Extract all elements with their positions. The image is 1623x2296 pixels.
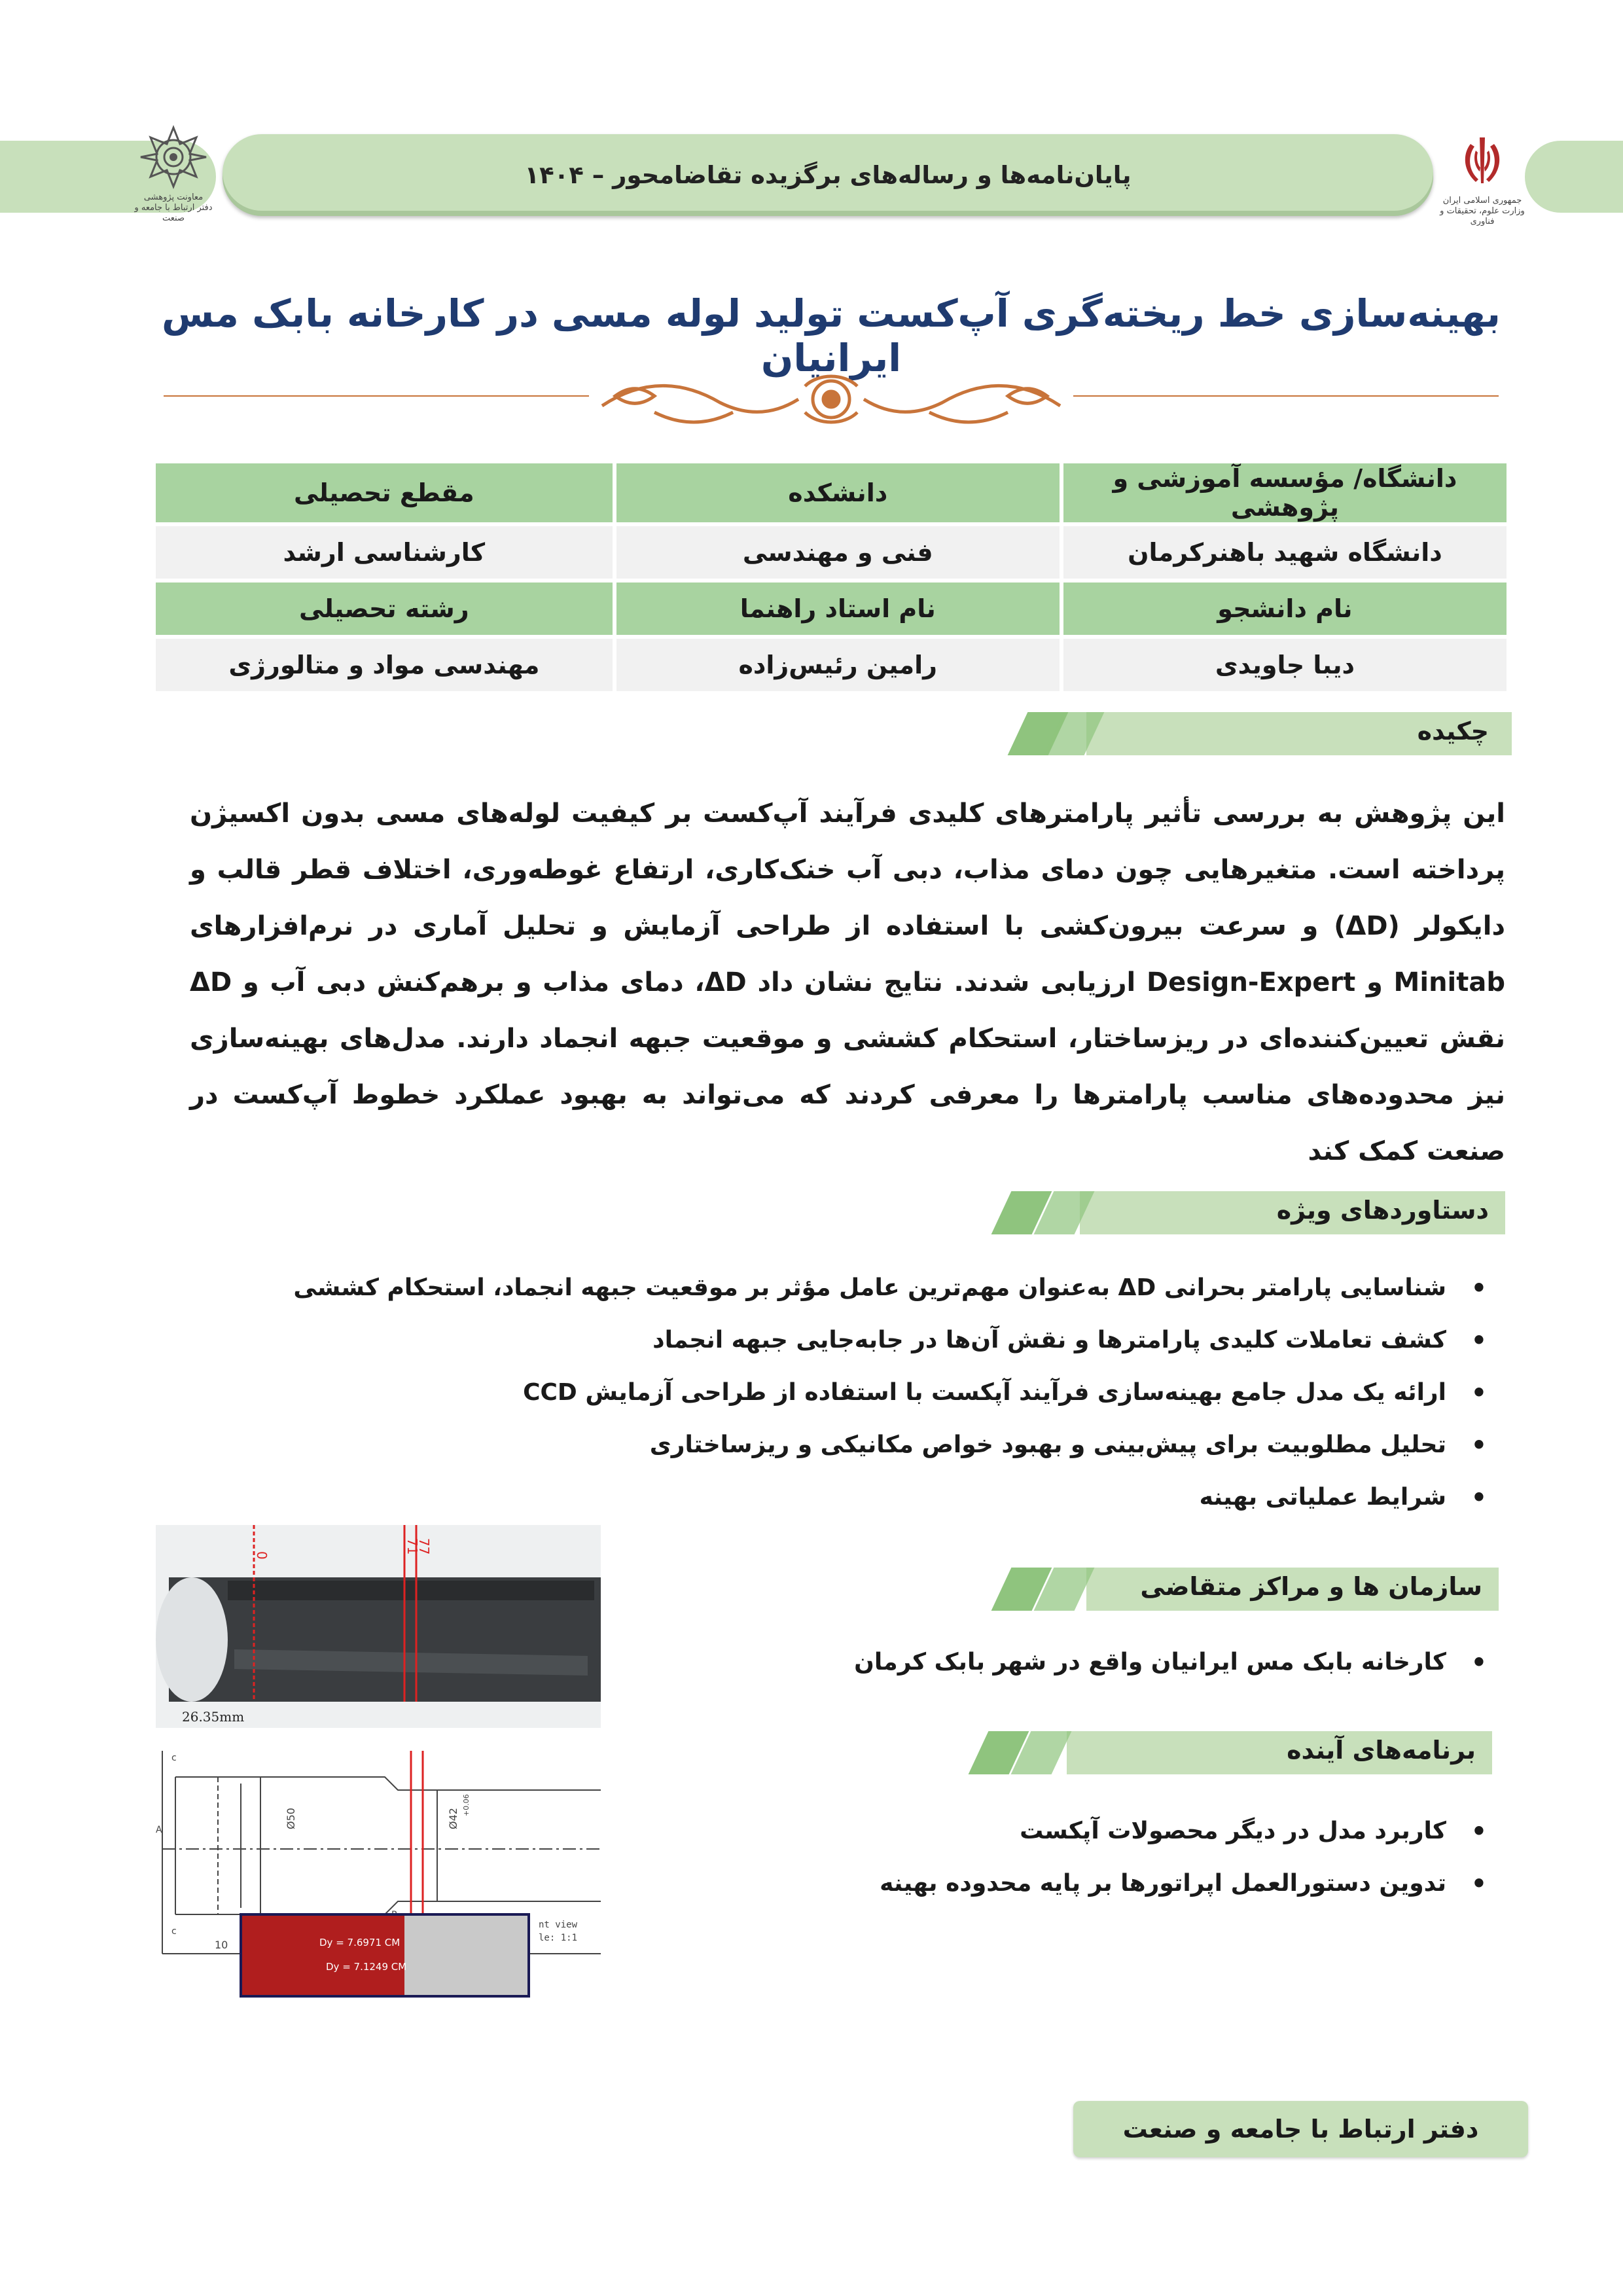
ministry-logo (1440, 131, 1525, 227)
list-item: • کاربرد مدل در دیگر محصولات آپکست (726, 1805, 1446, 1857)
list-item: • تحلیل مطلوبیت برای پیش‌بینی و بهبود خواص مکانیکی و ریزساختاری (268, 1419, 1446, 1471)
list-item: • کشف تعاملات کلیدی پارامترها و نقش آن‌ها در جابه‌جایی جبهه انجماد (268, 1314, 1446, 1367)
header-band-right (1525, 141, 1623, 213)
value-cell-faculty: فنی و مهندسی (616, 526, 1060, 579)
value-cell-field: مهندسی مواد و متالورژی (156, 639, 613, 691)
dy-label: Dy = 7.1249 CM (326, 1961, 407, 1973)
abstract-heading: چکیده (1417, 717, 1489, 745)
ornament-icon (602, 376, 1060, 422)
ministry-caption-1: جمهوری اسلامی ایران (1442, 196, 1522, 206)
header-cell-faculty: دانشکده (616, 463, 1060, 522)
dim-label: +0.06 (462, 1794, 471, 1816)
photo-label: 71 (404, 1538, 420, 1555)
research-office-logo (124, 124, 223, 224)
dim-label: c (171, 1926, 177, 1937)
dim-label: A (156, 1825, 162, 1835)
document-title: بهینه‌سازی خط ریخته‌گری آپ‌کست تولید لوله مسی در کارخانه بابک مس ایرانیان (162, 291, 1501, 380)
logo-caption-1: معاونت پژوهشی (143, 192, 204, 202)
dy-label: Dy = 7.6971 CM (319, 1937, 401, 1948)
view-label: le: 1:1 (539, 1933, 578, 1943)
ornament-divider (157, 367, 1505, 439)
rosette-icon (137, 124, 209, 190)
achievements-list (268, 1262, 1492, 1524)
value-cell-degree: کارشناسی ارشد (156, 526, 613, 579)
header-cell-university: دانشگاه/ مؤسسه آموزشی و پژوهشی (1063, 463, 1507, 522)
header-cell-student: نام دانشجو (1063, 583, 1507, 635)
dim-label: c (171, 1753, 177, 1763)
technical-drawing-graphic (156, 1738, 601, 2000)
header-cell-supervisor: نام استاد راهنما (616, 583, 1060, 635)
value-cell-student: دیبا جاویدی (1063, 639, 1507, 691)
photo-label: 0 (254, 1551, 270, 1560)
table-row (156, 639, 1507, 691)
photo-label: 77 (416, 1538, 432, 1555)
header-title: پایان‌نامه‌ها و رساله‌های برگزیده تقاضامحور – ۱۴۰۴ (524, 161, 1132, 189)
emblem-icon (1456, 131, 1508, 193)
table-row (156, 526, 1507, 579)
tube-photo-graphic (156, 1525, 601, 1728)
header-cell-degree: مقطع تحصیلی (156, 463, 613, 522)
view-label: nt view (539, 1920, 578, 1930)
tube-photo (156, 1525, 601, 1728)
footer-label: دفتر ارتباط با جامعه و صنعت (1073, 2101, 1528, 2157)
list-item: • کارخانه بابک مس ایرانیان واقع در شهر بابک کرمان (726, 1636, 1446, 1689)
table-row (156, 583, 1507, 635)
dim-label: Ø50 (285, 1808, 297, 1829)
header-cell-field: رشته تحصیلی (156, 583, 613, 635)
value-cell-supervisor: رامین رئیس‌زاده (616, 639, 1060, 691)
achievements-heading: دستاوردهای ویژه (1276, 1196, 1489, 1225)
scale-label: 26.35mm (182, 1709, 245, 1725)
future-list (726, 1805, 1492, 1910)
abstract-text: این پژوهش به بررسی تأثیر پارامترهای کلیدی فرآیند آپ‌کست بر کیفیت لوله‌های مسی بدون اکسیژن پرداخته است. متغیرهایی چون دمای مذاب، دبی آب خنک‌کاری، ارتفاع غوطه‌وری، اختلاف قطر قالب و دایکولر (ΔD) و سرعت بیرون‌کشی با استفاده از طراحی آزمایش و تحلیل آماری در نرم‌افزارهای Minitab و Design-Expert ارزیابی شدند. نتایج نشان داد ΔD، دمای مذاب و برهم‌کنش دبی آب و ΔD نقش تعیین‌کننده‌ای در ریزساختار، استحکام کششی و موقعیت جبهه انجماد دارند. مدل‌های بهینه‌سازی نیز محدوده‌های مناسب پارامترها را معرفی کردند که می‌تواند به بهبود عملکرد خطوط آپ‌کست در صنعت کمک کند (190, 798, 1505, 1166)
list-item: • شرایط عملیاتی بهینه (268, 1471, 1446, 1524)
organizations-heading: سازمان ها و مراکز متقاضی (1140, 1572, 1482, 1601)
technical-drawing (156, 1738, 601, 2000)
logo-caption-2: دفتر ارتباط با جامعه و صنعت (134, 203, 213, 223)
list-item: • شناسایی پارامتر بحرانی ΔD به‌عنوان مهم‌ترین عامل مؤثر بر موقعیت جبهه انجماد، استحکام کششی (268, 1262, 1446, 1314)
dim-label: 10 (215, 1939, 228, 1951)
organizations-list (726, 1636, 1492, 1689)
ministry-caption-2: وزارت علوم، تحقیقات و فناوری (1440, 206, 1525, 226)
table-row (156, 463, 1507, 522)
dim-label: Ø42 (447, 1808, 459, 1829)
info-table (152, 459, 1510, 695)
list-item: • تدوین دستورالعمل اپراتورها بر پایه محدوده بهینه (726, 1857, 1446, 1910)
value-cell-university: دانشگاه شهید باهنرکرمان (1063, 526, 1507, 579)
list-item: • ارائه یک مدل جامع بهینه‌سازی فرآیند آپکست با استفاده از طراحی آزمایش CCD (268, 1367, 1446, 1419)
future-heading: برنامه‌های آینده (1287, 1736, 1476, 1765)
